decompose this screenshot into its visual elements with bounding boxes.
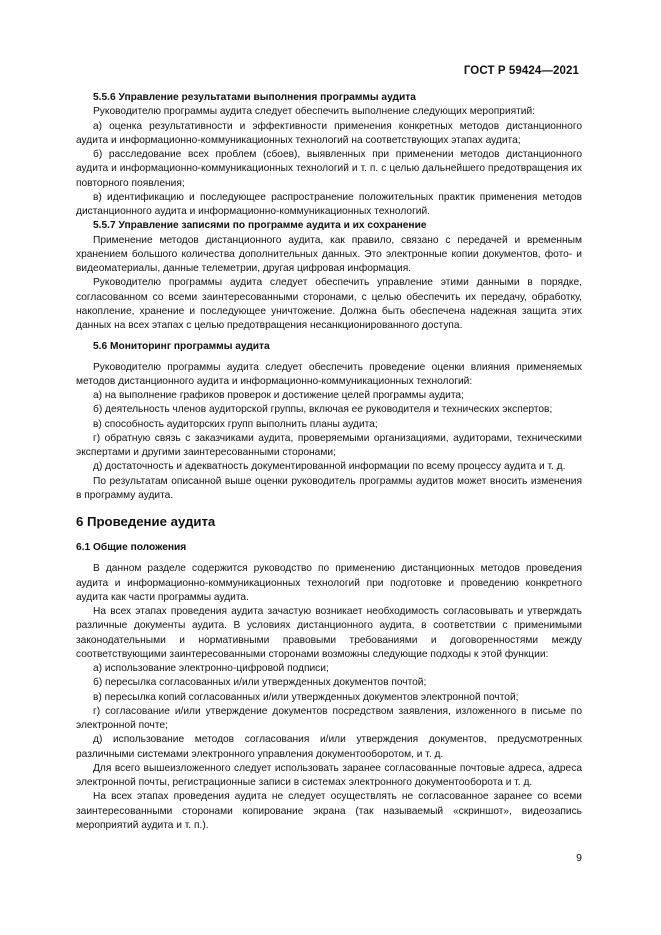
paragraph: На всех этапах проведения аудита зачастую возникает необходимость согласовывать и утверждать различные документы аудита. В условиях дистанционного аудита, в соответствии с применимыми законодательными и нормативными правовыми требованиями и договоренностями между соответствующими заинтересованными сторонами возможны следующие подходы к этой функции: bbox=[76, 606, 582, 660]
list-item: г) согласование и/или утверждение документов посредством заявления, изложенного в письме по электронной почте; bbox=[76, 705, 582, 731]
paragraph: По результатам описанной выше оценки руководитель программы аудитов может вносить изменения в программу аудита. bbox=[76, 475, 582, 501]
list-item: а) на выполнение графиков проверок и достижение целей программы аудита; bbox=[93, 390, 464, 401]
document-header: ГОСТ Р 59424—2021 bbox=[463, 65, 579, 77]
paragraph: На всех этапах проведения аудита не следует осуществлять не согласованное заранее со всеми заинтересованными сторонами копирование экрана (так называемый «скриншот», видеозапись мероприятий аудита и т. п.). bbox=[76, 791, 582, 831]
list-item: б) деятельность членов аудиторской группы, включая ее руководителя и технических экспертов; bbox=[93, 404, 553, 416]
paragraph: В данном разделе содержится руководство по применению дистанционных методов проведения аудита и информационно-коммуникационных технологий при подготовке и проведению конкретного аудита как части программы аудита. bbox=[76, 563, 582, 603]
list-item: д) использование методов согласования и/или утверждения документов, предусмотренных различными системами электронного управления документооборотом, и т. д. bbox=[76, 734, 582, 760]
list-item: д) достаточность и адекватность документированной информации по всему процессу аудита и т. д. bbox=[93, 461, 566, 473]
section-heading-6-1: 6.1 Общие положения bbox=[76, 542, 187, 553]
list-item: а) оценка результативности и эффективности применения конкретных методов дистанционного аудита и информационно-коммуникационных технологий на соответствующих этапах аудита; bbox=[76, 120, 582, 146]
section-heading-6: 6 Проведение аудита bbox=[76, 514, 216, 529]
paragraph: Руководителю программы аудита следует обеспечить проведение оценки влияния применяемых методов дистанционного аудита и информационно-коммуникационных технологий: bbox=[76, 361, 582, 387]
section-heading-5-6: 5.6 Мониторинг программы аудита bbox=[93, 341, 270, 353]
section-heading-5-5-7: 5.5.7 Управление записями по программе аудита и их сохранение bbox=[93, 220, 427, 232]
paragraph: Для всего вышеизложенного следует использовать заранее согласованные почтовые адреса, адреса электронной почты, регистрационные записи в системах электронного документооборота и т. д. bbox=[76, 762, 582, 788]
list-item: б) пересылка согласованных и/или утвержденных документов почтой; bbox=[93, 677, 427, 689]
paragraph: Руководителю программы аудита следует обеспечить выполнение следующих мероприятий: bbox=[93, 106, 536, 118]
document-body bbox=[76, 91, 582, 833]
page-number: 9 bbox=[576, 852, 582, 864]
section-heading-5-5-6: 5.5.6 Управление результатами выполнения программы аудита bbox=[93, 92, 416, 103]
paragraph: Применение методов дистанционного аудита, как правило, связано с передачей и временным хранением большого количества дополнительных данных. Это электронные копии документов, фото- и видеоматериалы, данные телеметрии, другая цифровая информация. bbox=[76, 234, 582, 274]
list-item: в) способность аудиторских групп выполнить планы аудита; bbox=[93, 418, 378, 430]
paragraph: Руководителю программы аудита следует обеспечить управление этими данными в порядке, согласованном со всеми заинтересованными сторонами, с целью обеспечить их передачу, обработку, накопление, хранение и последующее уничтожение. Должна быть обеспечена надежная защита этих данных на всех этапах с целью предотвращения несанкционированного доступа. bbox=[76, 277, 582, 331]
list-item: г) обратную связь с заказчиками аудита, проверяемыми организациями, аудиторами, техническими экспертами и другими заинтересованными сторонами; bbox=[76, 432, 582, 458]
list-item: в) пересылка копий согласованных и/или утвержденных документов электронной почтой; bbox=[93, 691, 519, 703]
list-item: а) использование электронно-цифровой подписи; bbox=[93, 663, 329, 674]
list-item: б) расследование всех проблем (сбоев), выявленных при применении методов дистанционного аудита и информационно-коммуникационных технологий и т. п. с целью дальнейшего предотвращения их повторного появления; bbox=[76, 149, 582, 189]
list-item: в) идентификацию и последующее распространение положительных практик применения методов дистанционного аудита и информационно-коммуникационных технологий. bbox=[76, 191, 582, 217]
